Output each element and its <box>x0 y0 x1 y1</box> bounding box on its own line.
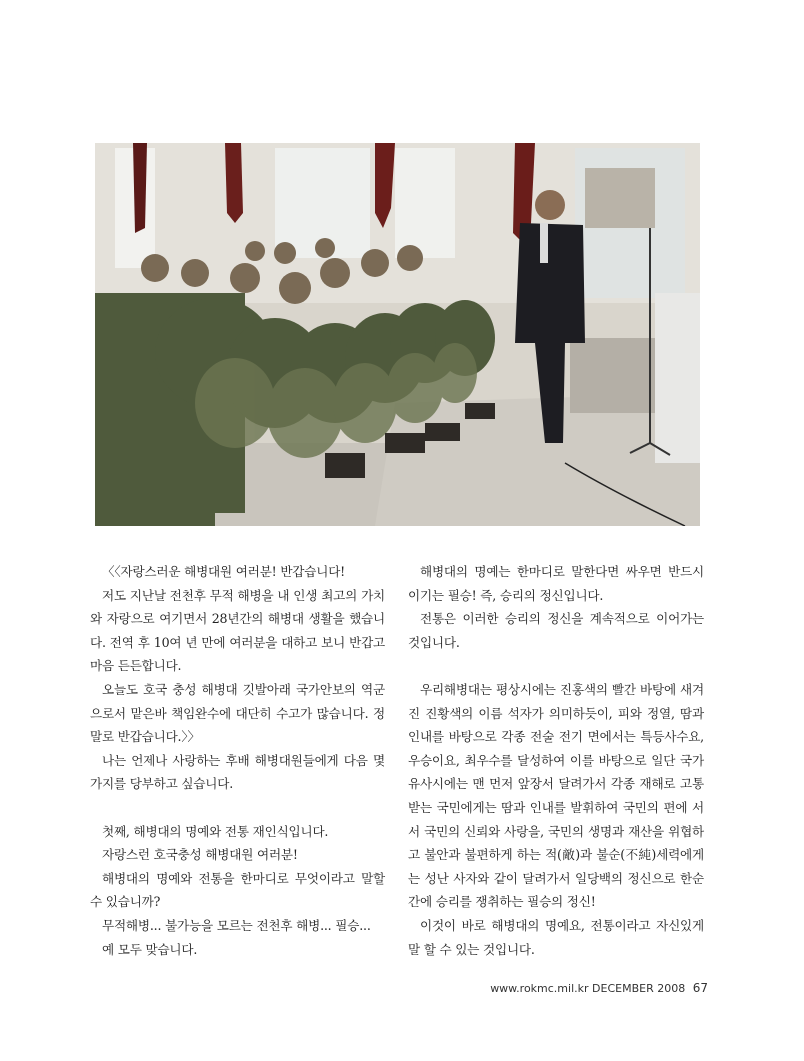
article-right-column <box>408 560 704 961</box>
paragraph: 오늘도 호국 충성 해병대 깃발아래 국가안보의 역군으로서 맡은바 책임완수에 대단히 수고가 많습니다. 정말로 반갑습니다.〉〉 <box>90 681 385 745</box>
paragraph-gap <box>90 796 385 820</box>
paragraph: 해병대의 명예는 한마디로 말한다면 싸우면 반드시 이기는 필승! 즉, 승리의 정신입니다. <box>408 564 704 603</box>
paragraph: 나는 언제나 사랑하는 후배 해병대원들에게 다음 몇 가지를 당부하고 싶습니다. <box>90 752 385 792</box>
paragraph: 전통은 이러한 승리의 정신을 계속적으로 이어가는 것입니다. <box>408 611 704 650</box>
page-number: 67 <box>692 981 708 995</box>
article-left-column <box>90 560 385 961</box>
paragraph: 자랑스런 호국충성 해병대원 여러분! <box>102 847 298 863</box>
paragraph: 〈〈자랑스러운 해병대원 여러분! 반갑습니다! <box>102 564 346 579</box>
paragraph: 우리해병대는 평상시에는 진홍색의 빨간 바탕에 새겨진 진황색의 이름 석자가 의미하듯이, 피와 정열, 땀과 인내를 바탕으로 각종 전술 전기 면에서는 특등사수요, 우승이요, 최우수를 달성하여 이를 바탕으로 일단 국가 유사시에는 맨 먼저 앞장서 달려가서 각종 재해로 고통 받는 국민에게는 땀과 인내를 발휘하여 국민의 편에 서서 국민의 신뢰와 사랑을, 국민의 생명과 재산을 위협하고 불안과 불편하게 하는 적(敵)과 불순(不純)세력에게는 성난 사자와 같이 달려가서 일당백의 정신으로 한순간에 승리를 쟁취하는 필승의 정신! <box>408 681 704 910</box>
paragraph: 예 모두 맞습니다. <box>102 941 198 957</box>
paragraph: 저도 지난날 전천후 무적 해병을 내 인생 최고의 가치와 자랑으로 여기면서 28년간의 해병대 생활을 했습니다. 전역 후 10여 년 만에 여러분을 대하고 보니 반갑고 마음 든든합니다. <box>90 587 385 674</box>
footer-url: www.rokmc.mil.kr <box>490 982 589 995</box>
paragraph-gap <box>408 654 704 678</box>
footer-issue: DECEMBER 2008 <box>592 982 686 995</box>
page-footer <box>490 981 708 995</box>
lecture-photo <box>95 143 700 526</box>
paragraph: 무적해병... 불가능을 모르는 전천후 해병... 필승... <box>102 917 371 933</box>
paragraph: 이것이 바로 해병대의 명예요, 전통이라고 자신있게 말 할 수 있는 것입니다. <box>408 917 704 957</box>
paragraph: 해병대의 명예와 전통을 한마디로 무엇이라고 말할 수 있습니까? <box>90 870 385 910</box>
paragraph: 첫째, 해병대의 명예와 전통 재인식입니다. <box>102 823 329 839</box>
